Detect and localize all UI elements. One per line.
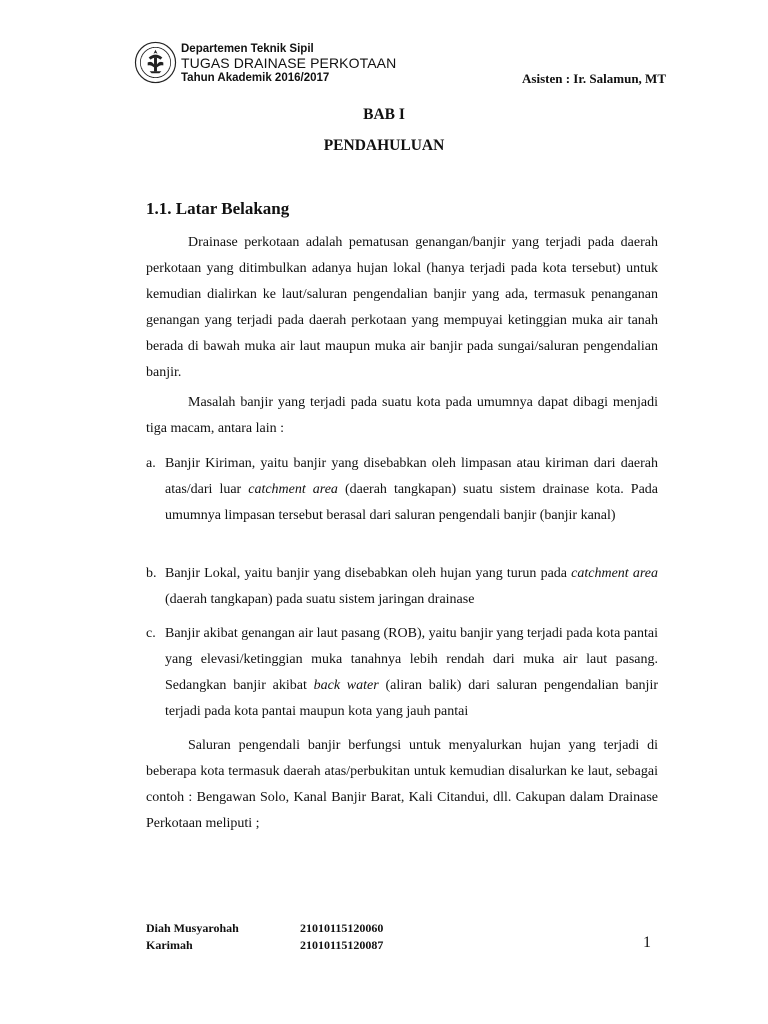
paragraph-text: Drainase perkotaan adalah pematusan genangan/banjir yang terjadi pada daerah perkotaan yang ditimbulkan adanya hujan lokal (hanya terjadi pada kota tersebut) untuk kemudian dialirkan ke laut/saluran pengendalian banjir yang ada, termasuk penanganan genangan yang terjadi pada daerah perkotaan yang mempuyai ketinggian muka air tanah berada di bawah muka air laut maupun muka air banjir pada sungai/saluran pengendalian banjir. — [146, 235, 658, 380]
list-item-c — [146, 621, 658, 725]
page-number: 1 — [643, 934, 651, 951]
list-marker: c. — [146, 626, 156, 641]
list-text: (daerah tangkapan) pada suatu sistem jaringan drainase — [165, 592, 475, 607]
paragraph-flood-channels — [146, 733, 658, 837]
header-department: Departemen Teknik Sipil — [181, 43, 314, 55]
chapter-title: PENDAHULUAN — [323, 137, 445, 154]
header-academic-year: Tahun Akademik 2016/2017 — [181, 72, 330, 84]
list-marker: a. — [146, 456, 156, 471]
footer-author-name: Diah Musyarohah — [146, 921, 239, 935]
university-seal-logo — [134, 41, 177, 84]
list-item-body — [165, 621, 658, 725]
list-text: (daerah tangkapan) suatu sistem drainase kota. Pada umumnya limpasan tersebut berasal dari saluran pengendali banjir (banjir kanal) — [165, 482, 659, 523]
list-text: Banjir Kiriman, yaitu banjir yang disebabkan oleh limpasan atau kiriman dari daerah atas/dari luar — [165, 456, 658, 497]
paragraph-text: Saluran pengendali banjir berfungsi untuk menyalurkan hujan yang terjadi di beberapa kota termasuk daerah atas/perbukitan untuk kemudian disalurkan ke laut, sebagai contoh : Bengawan Solo, Kanal Banjir Barat, Kali Citandui, dll. Cakupan dalam Drainase Perkotaan meliputi ; — [146, 738, 658, 831]
section-heading: 1.1. Latar Belakang — [146, 199, 290, 218]
chapter-number: BAB I — [363, 106, 405, 123]
list-text: Banjir akibat genangan air laut pasang (ROB), yaitu banjir yang terjadi pada kota pantai yang elevasi/ketinggian muka tanahnya lebih rendah dari muka air laut pasang. Sedangkan banjir akibat — [165, 626, 658, 693]
list-text: Banjir Lokal, yaitu banjir yang disebabkan oleh hujan yang turun pada — [165, 566, 572, 581]
header-assistant: Asisten : Ir. Salamun, MT — [522, 71, 666, 86]
footer-author-name: Karimah — [146, 938, 193, 952]
header-course-title: TUGAS DRAINASE PERKOTAAN — [181, 55, 397, 71]
list-italic-term: back water — [313, 678, 379, 693]
list-marker: b. — [146, 566, 157, 581]
list-italic-term: catchment area — [248, 482, 338, 497]
paragraph-intro — [146, 230, 658, 386]
footer-author-nim: 21010115120060 — [300, 921, 384, 935]
list-item-body — [165, 451, 658, 529]
footer-author-nim: 21010115120087 — [300, 938, 384, 952]
list-item-a — [146, 451, 658, 529]
list-item-b — [146, 561, 658, 613]
paragraph-flood-types — [146, 390, 658, 442]
list-text: (aliran balik) dari saluran pengendalian banjir terjadi pada kota pantai maupun kota yang jauh pantai — [165, 678, 658, 719]
paragraph-text: Masalah banjir yang terjadi pada suatu kota pada umumnya dapat dibagi menjadi tiga macam, antara lain : — [146, 395, 658, 436]
list-italic-term: catchment area — [571, 566, 658, 581]
list-item-body — [165, 561, 658, 613]
